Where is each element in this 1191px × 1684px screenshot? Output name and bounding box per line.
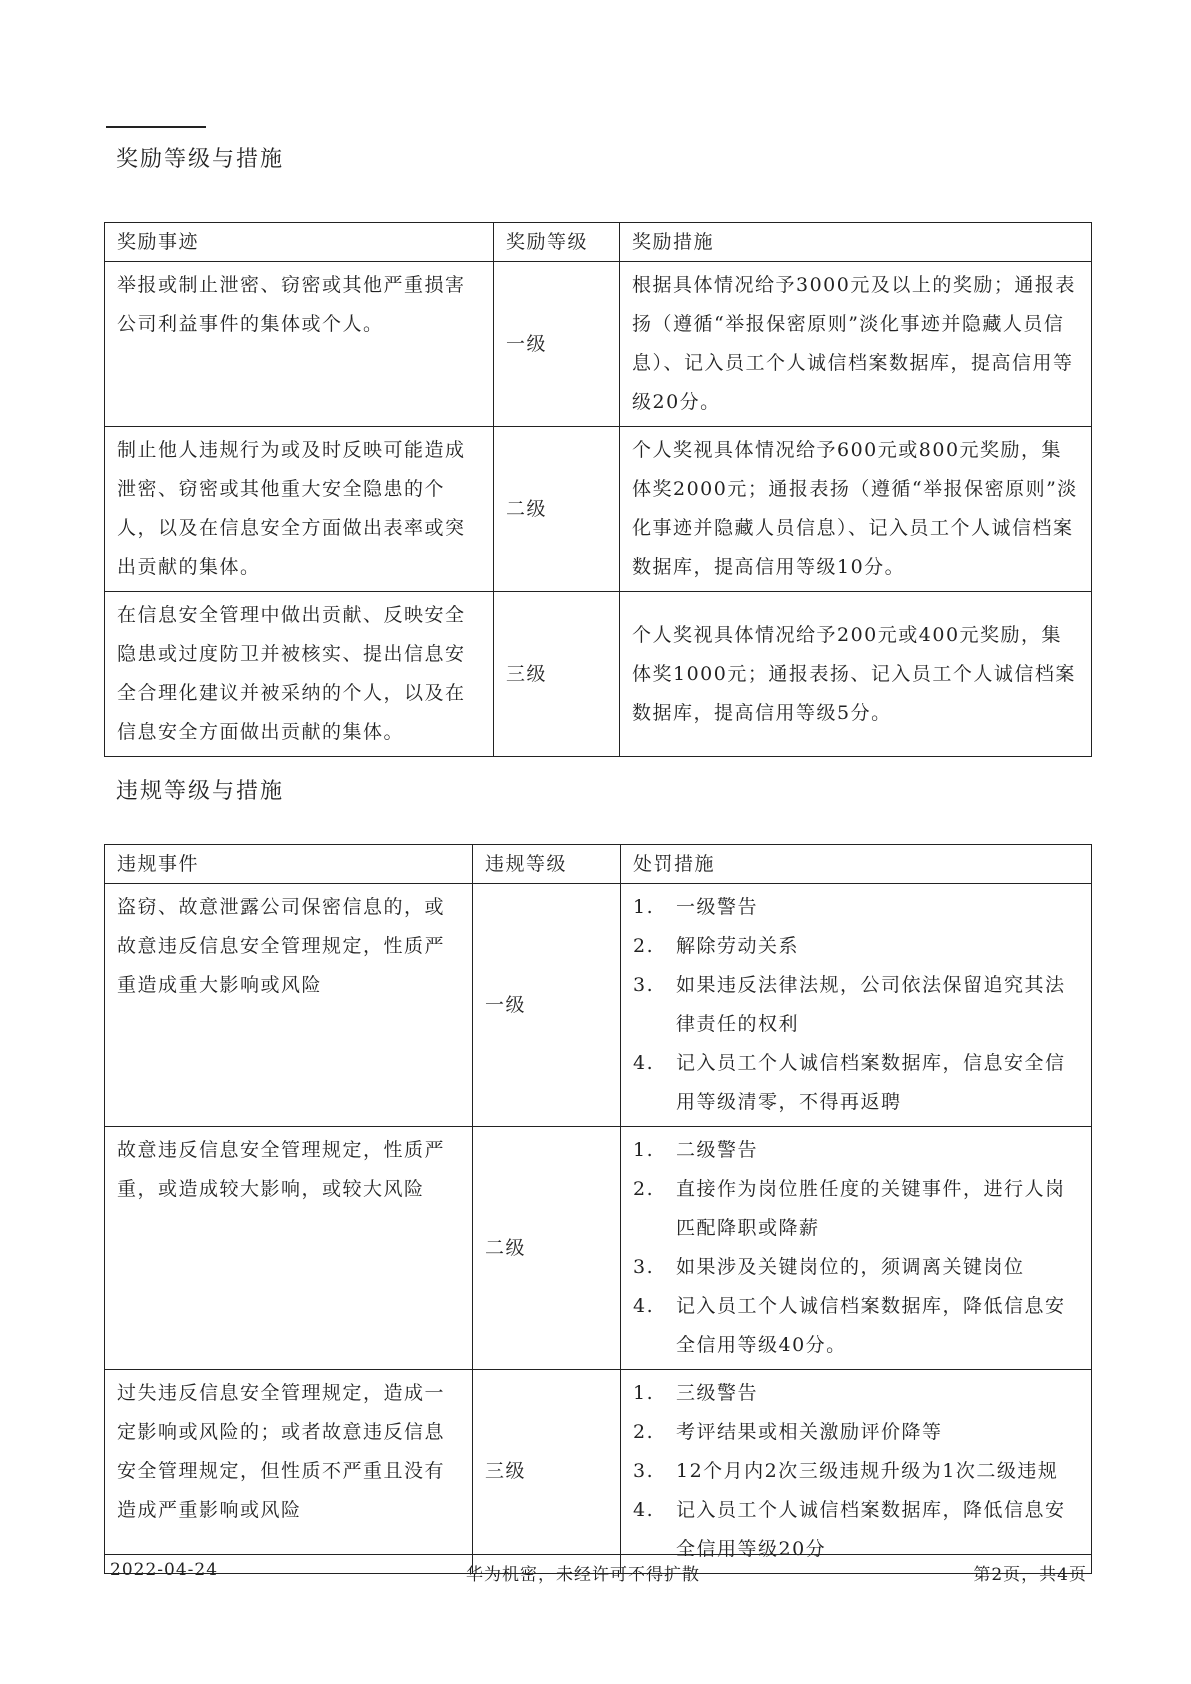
header-event: 违规事件 [105, 845, 473, 884]
list-item [633, 1374, 1079, 1413]
violation-event: 故意违反信息安全管理规定，性质严重，或造成较大影响，或较大风险 [105, 1127, 473, 1370]
table-row [105, 427, 1092, 592]
penalty-measures [621, 1127, 1092, 1370]
reward-measure: 个人奖视具体情况给予200元或400元奖励，集体奖1000元；通报表扬、记入员工个人诚信档案数据库，提高信用等级5分。 [620, 592, 1092, 757]
list-number: 3. [633, 1256, 655, 1278]
list-number: 2. [633, 935, 655, 957]
violation-level: 一级 [473, 884, 621, 1127]
table-row [105, 884, 1092, 1127]
reward-deed: 在信息安全管理中做出贡献、反映安全隐患或过度防卫并被核实、提出信息安全合理化建议并被采纳的个人，以及在信息安全方面做出贡献的集体。 [105, 592, 494, 757]
list-item [633, 888, 1079, 927]
list-text: 一级警告 [676, 896, 759, 918]
penalty-list [633, 888, 1079, 1122]
header-measure: 奖励措施 [620, 223, 1092, 262]
list-text: 记入员工个人诚信档案数据库，降低信息安全信用等级20分 [676, 1499, 1066, 1560]
penalty-measures [621, 884, 1092, 1127]
reward-deed: 制止他人违规行为或及时反映可能造成泄密、窃密或其他重大安全隐患的个人，以及在信息安全方面做出表率或突出贡献的集体。 [105, 427, 494, 592]
header-level: 违规等级 [473, 845, 621, 884]
penalty-list [633, 1131, 1079, 1365]
list-item [633, 1452, 1079, 1491]
list-item [633, 927, 1079, 966]
list-text: 如果涉及关键岗位的，须调离关键岗位 [676, 1256, 1025, 1278]
list-text: 如果违反法律法规，公司依法保留追究其法律责任的权利 [676, 974, 1066, 1035]
list-text: 直接作为岗位胜任度的关键事件，进行人岗匹配降职或降薪 [676, 1178, 1066, 1239]
list-number: 1. [633, 896, 655, 918]
header-rule [106, 126, 206, 128]
violation-event: 过失违反信息安全管理规定，造成一定影响或风险的；或者故意违反信息安全管理规定，但性质不严重且没有造成严重影响或风险 [105, 1370, 473, 1574]
list-number: 1. [633, 1382, 655, 1404]
reward-deed: 举报或制止泄密、窃密或其他严重损害公司利益事件的集体或个人。 [105, 262, 494, 427]
reward-level: 二级 [494, 427, 620, 592]
footer-rule [104, 1554, 1091, 1555]
list-item [633, 1413, 1079, 1452]
list-text: 记入员工个人诚信档案数据库，信息安全信用等级清零，不得再返聘 [676, 1052, 1066, 1113]
list-text: 12个月内2次三级违规升级为1次二级违规 [676, 1460, 1059, 1482]
list-item [633, 1287, 1079, 1365]
list-item [633, 1248, 1079, 1287]
table-row [105, 592, 1092, 757]
footer-page-number: 第2页，共4页 [973, 1565, 1087, 1585]
list-item [633, 1131, 1079, 1170]
footer-confidential-notice: 华为机密，未经许可不得扩散 [466, 1565, 700, 1585]
table-row [105, 1127, 1092, 1370]
footer-date: 2022-04-24 [110, 1560, 219, 1580]
list-number: 3. [633, 974, 655, 996]
header-deed: 奖励事迹 [105, 223, 494, 262]
reward-measure: 个人奖视具体情况给予600元或800元奖励，集体奖2000元；通报表扬（遵循“举报保密原则”淡化事迹并隐藏人员信息）、记入员工个人诚信档案数据库，提高信用等级10分。 [620, 427, 1092, 592]
list-item [633, 1491, 1079, 1569]
list-item [633, 1170, 1079, 1248]
violation-section-heading: 违规等级与措施 [116, 779, 285, 804]
list-number: 4. [633, 1052, 655, 1074]
violation-table-header-row [105, 845, 1092, 884]
reward-table [104, 222, 1092, 757]
list-number: 4. [633, 1295, 655, 1317]
table-row [105, 262, 1092, 427]
penalty-measures [621, 1370, 1092, 1574]
list-item [633, 966, 1079, 1044]
list-text: 考评结果或相关激励评价降等 [676, 1421, 943, 1443]
reward-table-header-row [105, 223, 1092, 262]
list-number: 1. [633, 1139, 655, 1161]
list-text: 解除劳动关系 [676, 935, 800, 957]
penalty-list [633, 1374, 1079, 1569]
reward-level: 三级 [494, 592, 620, 757]
header-level: 奖励等级 [494, 223, 620, 262]
list-number: 3. [633, 1460, 655, 1482]
table-row [105, 1370, 1092, 1574]
list-item [633, 1044, 1079, 1122]
list-text: 三级警告 [676, 1382, 759, 1404]
reward-section-heading: 奖励等级与措施 [116, 147, 285, 172]
list-number: 4. [633, 1499, 655, 1521]
reward-level: 一级 [494, 262, 620, 427]
list-text: 记入员工个人诚信档案数据库，降低信息安全信用等级40分。 [676, 1295, 1066, 1356]
violation-table [104, 844, 1092, 1574]
list-number: 2. [633, 1178, 655, 1200]
violation-level: 三级 [473, 1370, 621, 1574]
list-number: 2. [633, 1421, 655, 1443]
violation-event: 盗窃、故意泄露公司保密信息的，或故意违反信息安全管理规定，性质严重造成重大影响或风险 [105, 884, 473, 1127]
header-penalty: 处罚措施 [621, 845, 1092, 884]
violation-level: 二级 [473, 1127, 621, 1370]
list-text: 二级警告 [676, 1139, 759, 1161]
reward-measure: 根据具体情况给予3000元及以上的奖励；通报表扬（遵循“举报保密原则”淡化事迹并隐藏人员信息）、记入员工个人诚信档案数据库，提高信用等级20分。 [620, 262, 1092, 427]
